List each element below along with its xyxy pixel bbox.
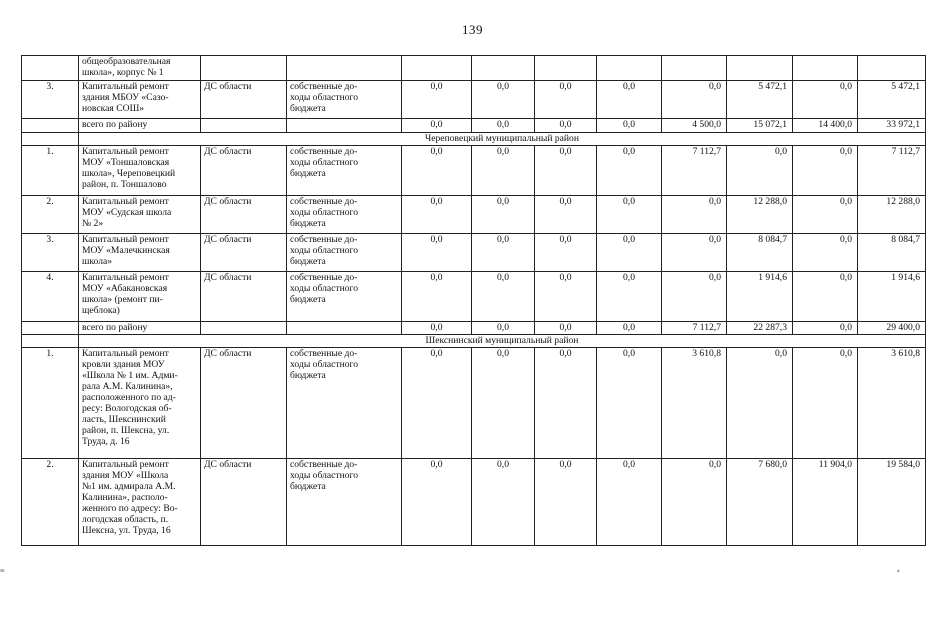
value-cell: 0,0 <box>793 348 858 459</box>
value-cell <box>597 56 662 81</box>
fund-cell <box>287 322 402 335</box>
value-cell: 0,0 <box>793 146 858 196</box>
district-header-row <box>22 335 926 348</box>
value-cell: 7 112,7 <box>662 322 727 335</box>
value-cell: 7 112,7 <box>858 146 926 196</box>
table-body <box>22 56 926 546</box>
value-cell: 0,0 <box>402 322 472 335</box>
table-row <box>22 196 926 234</box>
table-row <box>22 146 926 196</box>
value-cell <box>858 56 926 81</box>
table-row <box>22 56 926 81</box>
value-cell: 0,0 <box>472 348 535 459</box>
value-cell: 0,0 <box>472 459 535 546</box>
value-cell: 0,0 <box>472 81 535 119</box>
source-cell: ДС области <box>201 459 287 546</box>
fund-cell <box>287 119 402 133</box>
source-cell: ДС области <box>201 146 287 196</box>
row-number-cell <box>22 322 79 335</box>
value-cell: 0,0 <box>535 196 597 234</box>
fund-cell: собственные до- ходы областного бюджета <box>287 348 402 459</box>
table-row <box>22 459 926 546</box>
value-cell: 0,0 <box>402 119 472 133</box>
value-cell: 29 400,0 <box>858 322 926 335</box>
object-name-cell: Капитальный ремонт МОУ «Тоншаловская школа», Череповецкий район, п. Тоншалово <box>79 146 201 196</box>
row-number-cell: 2. <box>22 196 79 234</box>
object-name-cell: Капитальный ремонт здания МОУ «Школа №1 им. адмирала А.М. Калинина», располо- женного по адресу: Во- логодская область, п. Шексна, ул. Труда, 16 <box>79 459 201 546</box>
value-cell: 22 287,3 <box>727 322 793 335</box>
value-cell: 0,0 <box>662 234 727 272</box>
object-name-cell: Капитальный ремонт МОУ «Судская школа № 2» <box>79 196 201 234</box>
value-cell: 0,0 <box>662 272 727 322</box>
value-cell: 0,0 <box>402 81 472 119</box>
value-cell: 0,0 <box>535 322 597 335</box>
total-label: всего по району <box>79 322 201 335</box>
value-cell: 0,0 <box>793 272 858 322</box>
object-name-cell: Капитальный ремонт здания МБОУ «Сазо- новская СОШ» <box>79 81 201 119</box>
value-cell: 0,0 <box>472 119 535 133</box>
value-cell: 0,0 <box>597 146 662 196</box>
row-number-cell: 4. <box>22 272 79 322</box>
value-cell: 0,0 <box>662 459 727 546</box>
value-cell: 0,0 <box>472 322 535 335</box>
fund-cell: собственные до- ходы областного бюджета <box>287 459 402 546</box>
value-cell: 5 472,1 <box>727 81 793 119</box>
fund-cell: собственные до- ходы областного бюджета <box>287 272 402 322</box>
row-number-cell: 1. <box>22 348 79 459</box>
value-cell: 11 904,0 <box>793 459 858 546</box>
value-cell: 0,0 <box>597 348 662 459</box>
value-cell: 0,0 <box>402 234 472 272</box>
table-row <box>22 348 926 459</box>
district-spacer-cell <box>22 335 79 348</box>
value-cell: 0,0 <box>597 196 662 234</box>
value-cell: 19 584,0 <box>858 459 926 546</box>
right-edge-mark: ⸗ <box>897 566 900 575</box>
value-cell: 33 972,1 <box>858 119 926 133</box>
object-name-cell: общеобразовательная школа», корпус № 1 <box>79 56 201 81</box>
value-cell: 14 400,0 <box>793 119 858 133</box>
row-number-cell <box>22 56 79 81</box>
value-cell <box>472 56 535 81</box>
value-cell: 8 084,7 <box>727 234 793 272</box>
table-row <box>22 81 926 119</box>
value-cell: 7 112,7 <box>662 146 727 196</box>
object-name-cell: Капитальный ремонт МОУ «Абакановская школа» (ремонт пи- щеблока) <box>79 272 201 322</box>
source-cell <box>201 322 287 335</box>
value-cell: 0,0 <box>535 234 597 272</box>
value-cell: 0,0 <box>793 234 858 272</box>
page-number: 139 <box>462 22 483 37</box>
value-cell: 0,0 <box>662 196 727 234</box>
value-cell: 0,0 <box>402 348 472 459</box>
row-number-cell: 3. <box>22 81 79 119</box>
value-cell: 0,0 <box>793 81 858 119</box>
value-cell: 0,0 <box>597 234 662 272</box>
district-spacer-cell <box>22 133 79 146</box>
value-cell: 5 472,1 <box>858 81 926 119</box>
value-cell <box>727 56 793 81</box>
table-row <box>22 234 926 272</box>
value-cell: 0,0 <box>597 272 662 322</box>
fund-cell <box>287 56 402 81</box>
budget-table <box>21 55 926 546</box>
value-cell: 0,0 <box>662 81 727 119</box>
row-number-cell <box>22 119 79 133</box>
value-cell: 0,0 <box>793 196 858 234</box>
table-row <box>22 272 926 322</box>
value-cell: 0,0 <box>597 459 662 546</box>
value-cell: 8 084,7 <box>858 234 926 272</box>
value-cell: 0,0 <box>793 322 858 335</box>
value-cell: 12 288,0 <box>727 196 793 234</box>
value-cell: 0,0 <box>727 146 793 196</box>
value-cell: 1 914,6 <box>858 272 926 322</box>
source-cell: ДС области <box>201 234 287 272</box>
fund-cell: собственные до- ходы областного бюджета <box>287 81 402 119</box>
value-cell <box>662 56 727 81</box>
value-cell: 0,0 <box>402 196 472 234</box>
value-cell: 3 610,8 <box>662 348 727 459</box>
row-number-cell: 1. <box>22 146 79 196</box>
source-cell: ДС области <box>201 81 287 119</box>
value-cell: 0,0 <box>535 348 597 459</box>
value-cell: 0,0 <box>535 459 597 546</box>
value-cell <box>793 56 858 81</box>
value-cell: 12 288,0 <box>858 196 926 234</box>
fund-cell: собственные до- ходы областного бюджета <box>287 146 402 196</box>
value-cell: 0,0 <box>402 146 472 196</box>
fund-cell: собственные до- ходы областного бюджета <box>287 196 402 234</box>
district-total-row <box>22 322 926 335</box>
source-cell: ДС области <box>201 272 287 322</box>
value-cell: 0,0 <box>597 119 662 133</box>
source-cell <box>201 56 287 81</box>
value-cell: 0,0 <box>472 196 535 234</box>
object-name-cell: Капитальный ремонт МОУ «Малечкинская школа» <box>79 234 201 272</box>
value-cell: 0,0 <box>402 272 472 322</box>
total-label: всего по району <box>79 119 201 133</box>
value-cell: 7 680,0 <box>727 459 793 546</box>
fund-cell: собственные до- ходы областного бюджета <box>287 234 402 272</box>
row-number-cell: 3. <box>22 234 79 272</box>
value-cell: 1 914,6 <box>727 272 793 322</box>
source-cell: ДС области <box>201 348 287 459</box>
value-cell: 0,0 <box>535 119 597 133</box>
value-cell: 0,0 <box>597 322 662 335</box>
value-cell: 0,0 <box>597 81 662 119</box>
district-title: Шекснинский муниципальный район <box>79 335 926 348</box>
value-cell: 4 500,0 <box>662 119 727 133</box>
value-cell: 0,0 <box>535 81 597 119</box>
value-cell <box>402 56 472 81</box>
district-total-row <box>22 119 926 133</box>
value-cell: 3 610,8 <box>858 348 926 459</box>
value-cell: 0,0 <box>402 459 472 546</box>
district-title: Череповецкий муниципальный район <box>79 133 926 146</box>
value-cell: 0,0 <box>472 234 535 272</box>
value-cell: 0,0 <box>535 146 597 196</box>
value-cell: 0,0 <box>727 348 793 459</box>
value-cell: 0,0 <box>472 272 535 322</box>
left-edge-mark: ≡ <box>0 566 5 575</box>
source-cell: ДС области <box>201 196 287 234</box>
value-cell: 15 072,1 <box>727 119 793 133</box>
row-number-cell: 2. <box>22 459 79 546</box>
value-cell: 0,0 <box>472 146 535 196</box>
value-cell <box>535 56 597 81</box>
value-cell: 0,0 <box>535 272 597 322</box>
object-name-cell: Капитальный ремонт кровли здания МОУ «Школа № 1 им. Адми- рала А.М. Калинина», расположенного по ад- ресу: Вологодская об- ласть, Шекснинский район, п. Шексна, ул. Труда, д. 16 <box>79 348 201 459</box>
source-cell <box>201 119 287 133</box>
district-header-row <box>22 133 926 146</box>
